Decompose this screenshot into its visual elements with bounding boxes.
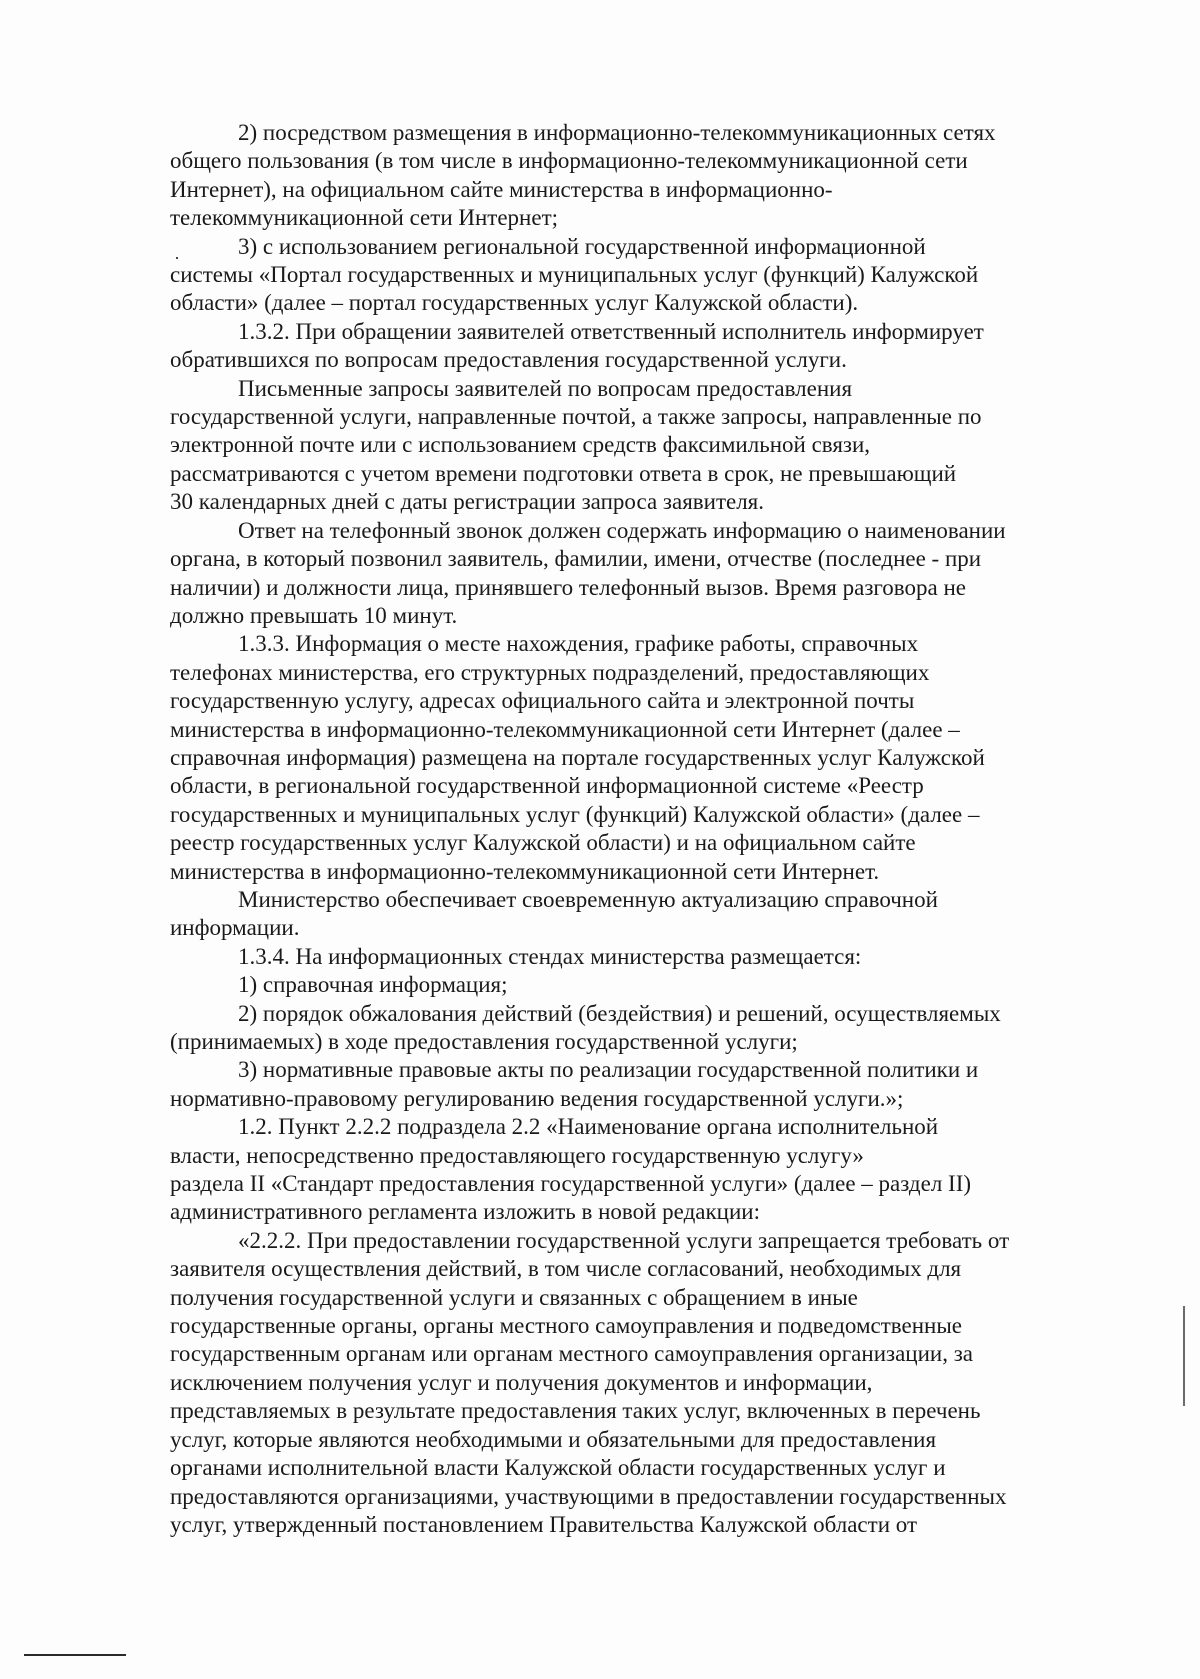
paragraph-10: 2) порядок обжалования действий (бездействия) и решений, осуществляемых (принимаемых) в ходе предоставления государственной услуги;: [170, 1000, 1001, 1054]
paragraph-5: Ответ на телефонный звонок должен содержать информацию о наименовании органа, в который позвонил заявитель, фамилии, имени, отчестве (последнее - при наличии) и должности лица, принявшего телефонный вызов. Время разговора не должно превышать 10 минут.: [170, 517, 1006, 628]
paragraph-2: 3) с использованием региональной государственной информационной системы «Портал государственных и муниципальных услуг (функций) Калужской области» (далее – портал государственных услуг Калужской области).: [170, 233, 979, 316]
paragraph-8: 1.3.4. На информационных стендах министерства размещается:: [238, 943, 862, 969]
paragraph-9: 1) справочная информация;: [238, 972, 508, 998]
paragraph-6: 1.3.3. Информация о месте нахождения, графике работы, справочных телефонах министерства, его структурных подразделений, предоставляющих государственную услугу, адресах официального сайта и электронной почты министерства в информационно-телекоммуникационной сети Интернет (далее – справочная информация) размещена на портале государственных услуг Калужской области, в региональной государственной информационной системе «Реестр государственных и муниципальных услуг (функций) Калужской области» (далее – реестр государственных услуг Калужской области) и на официальном сайте министерства в информационно-телекоммуникационной сети Интернет.: [170, 631, 985, 884]
paragraph-7: Министерство обеспечивает своевременную актуализацию справочной информации.: [170, 886, 938, 941]
paragraph-1: 2) посредством размещения в информационно-телекоммуникационных сетях общего пользования (в том числе в информационно-телекоммуникационной сети Интернет), на официальном сайте министерства в информационно- телекоммуникационной сети Интернет;: [170, 120, 996, 231]
paragraph-4: Письменные запросы заявителей по вопросам предоставления государственной услуги, направленные почтой, а также запросы, направленные по электронной почте или с использованием средств факсимильной связи, рассматриваются с учетом времени подготовки ответа в срок, не превышающий 30 календарных дней с даты регистрации запроса заявителя.: [170, 375, 982, 515]
footer-rule: [24, 1654, 126, 1656]
margin-mark-line: [1183, 1306, 1185, 1406]
paragraph-12: 1.2. Пункт 2.2.2 подраздела 2.2 «Наименование органа исполнительной власти, непосредственно предоставляющего государственную услугу» раздела II «Стандарт предоставления государственной услуги» (далее – раздел II) административного регламента изложить в новой редакции:: [170, 1114, 972, 1225]
paragraph-11: 3) нормативные правовые акты по реализации государственной политики и нормативно-правовому регулированию ведения государственной услуги.»;: [170, 1057, 979, 1111]
paragraph-13: «2.2.2. При предоставлении государственной услуги запрещается требовать от заявителя осуществления действий, в том числе согласований, необходимых для получения государственной услуги и связанных с обращением в иные государственные органы, органы местного самоуправления и подведомственные государственным органам или органам местного самоуправления организации, за исключением получения услуг и получения документов и информации, представляемых в результате предоставления таких услуг, включенных в перечень услуг, которые являются необходимыми и обязательными для предоставления органами исполнительной власти Калужской области государственных услуг и предоставляются организациями, участвующими в предоставлении государственных услуг, утвержденный постановлением Правительства Калужской области от: [170, 1227, 1010, 1537]
paragraph-3: 1.3.2. При обращении заявителей ответственный исполнитель информирует обратившихся по вопросам предоставления государственной услуги.: [170, 318, 984, 373]
document-body: [170, 119, 1106, 1539]
